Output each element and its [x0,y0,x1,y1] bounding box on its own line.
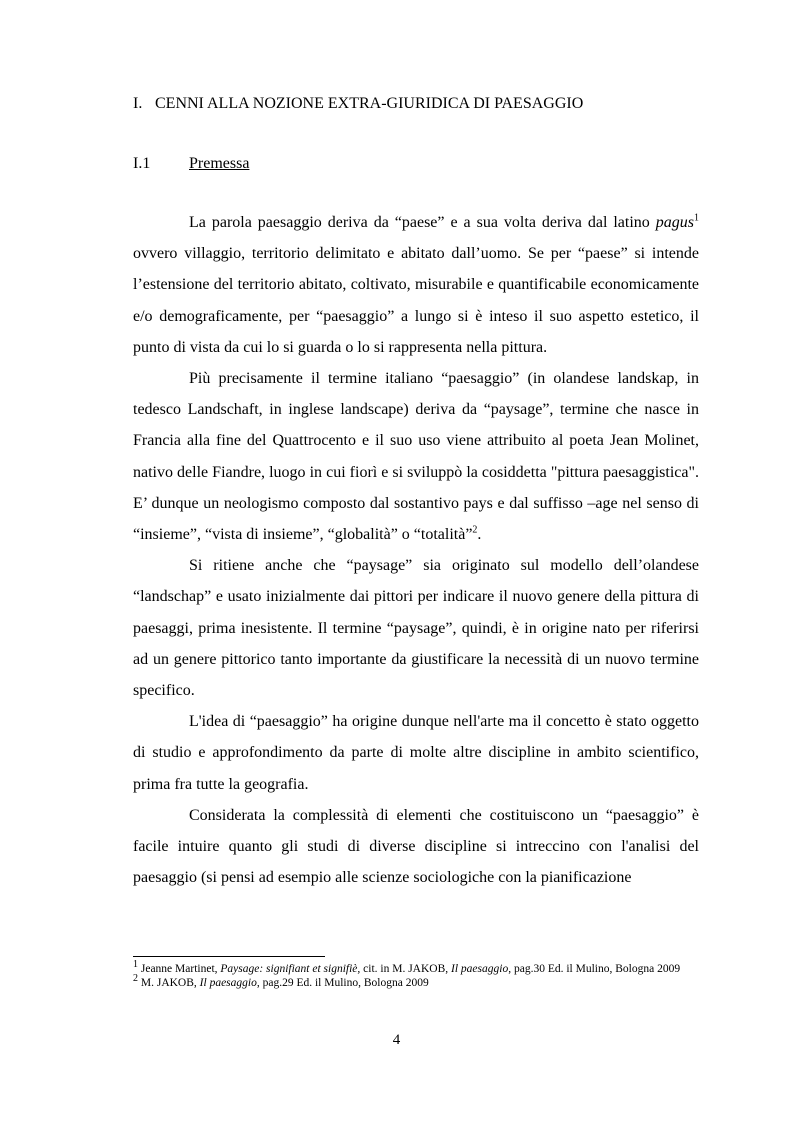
section-heading [133,154,249,174]
section-number: I.1 [133,155,151,172]
chapter-number: I. [133,95,143,112]
footnote-1-text-b: cit. in M. JAKOB, [360,963,452,975]
footnote-1-italic-b: Il paesaggio [451,963,509,975]
paragraph-2-text-b: . [477,526,482,544]
paragraph-2 [133,363,699,550]
paragraph-1 [133,207,699,363]
paragraph-1-text-a: La parola paesaggio deriva da “paese” e a sua volta deriva dal latino [189,214,656,231]
page-number: 4 [392,1032,401,1048]
paragraph-3: Si ritiene anche che “paysage” sia originato sul modello dell’olandese “landschap” e usato inizialmente dai pittori per indicare il nuovo genere della pittura di paesaggi, prima inesistente. Il termine “paysage”, quindi, è in origine nato per riferirsi ad un genere pittorico tanto importante da giustificare la necessità di un nuovo termine specifico. [133,557,699,700]
footnote-2-text-a: M. JAKOB, [138,977,200,989]
chapter-title: CENNI ALLA NOZIONE EXTRA-GIURIDICA DI PAESAGGIO [155,95,584,112]
footnote-1-mark: 1 [133,959,138,971]
footnote-1-text-c: , pag.30 Ed. il Mulino, Bologna 2009 [508,963,681,975]
footnote-2-text-b: , pag.29 Ed. il Mulino, Bologna 2009 [256,977,429,989]
paragraph-1-text-b: ovvero villaggio, territorio delimitato e abitato dall’uomo. Se per “paese” si intende l’estensione del territorio abitato, coltivato, misurabile e quantificabile economicamente e/o demograficamente, per “paesaggio” a lungo si è inteso il suo aspetto estetico, il punto di vista da cui lo si guarda o lo si rappresenta nella pittura. [133,245,699,356]
footnote-ref-2: 2 [472,524,478,536]
paragraph-4: L'idea di “paesaggio” ha origine dunque nell'arte ma il concetto è stato oggetto di studio e approfondimento da parte di molte altre discipline in ambito scientifico, prima fra tutte la geografia. [133,713,699,793]
footnote-separator [133,956,325,957]
footnote-2-italic: Il paesaggio [199,977,257,989]
footnote-ref-1: 1 [694,212,699,224]
footnote-1 [133,959,705,976]
paragraph-2-text-a: Più precisamente il termine italiano “paesaggio” (in olandese landskap, in tedesco Landschaft, in inglese landscape) deriva da “paysage”, termine che nasce in Francia alla fine del Quattrocento e il suo uso viene attribuito al poeta Jean Molinet, nativo delle Fiandre, luogo in cui fiorì e si sviluppò la cosiddetta "pittura paesaggistica". E’ dunque un neologismo composto dal sostantivo pays e dal suffisso –age nel senso di “insieme”, “vista di insieme”, “globalità” o “totalità” [133,370,699,544]
footnotes [133,959,705,990]
section-title: Premessa [189,155,250,172]
footnote-1-italic-a: Paysage: signifiant et signifiè, [220,963,361,975]
paragraph-5: Considerata la complessità di elementi che costituiscono un “paesaggio” è facile intuire quanto gli studi di diverse discipline si intreccino con l'analisi del paesaggio (si pensi ad esempio alle scienze sociologiche con la pianificazione [133,806,699,887]
body-text [133,207,699,893]
paragraph-1-italic-term: pagus [655,214,694,231]
chapter-heading [133,94,583,114]
footnote-2-mark: 2 [133,973,138,985]
footnote-1-text-a: Jeanne Martinet, [138,963,221,975]
footnote-2 [133,973,705,990]
